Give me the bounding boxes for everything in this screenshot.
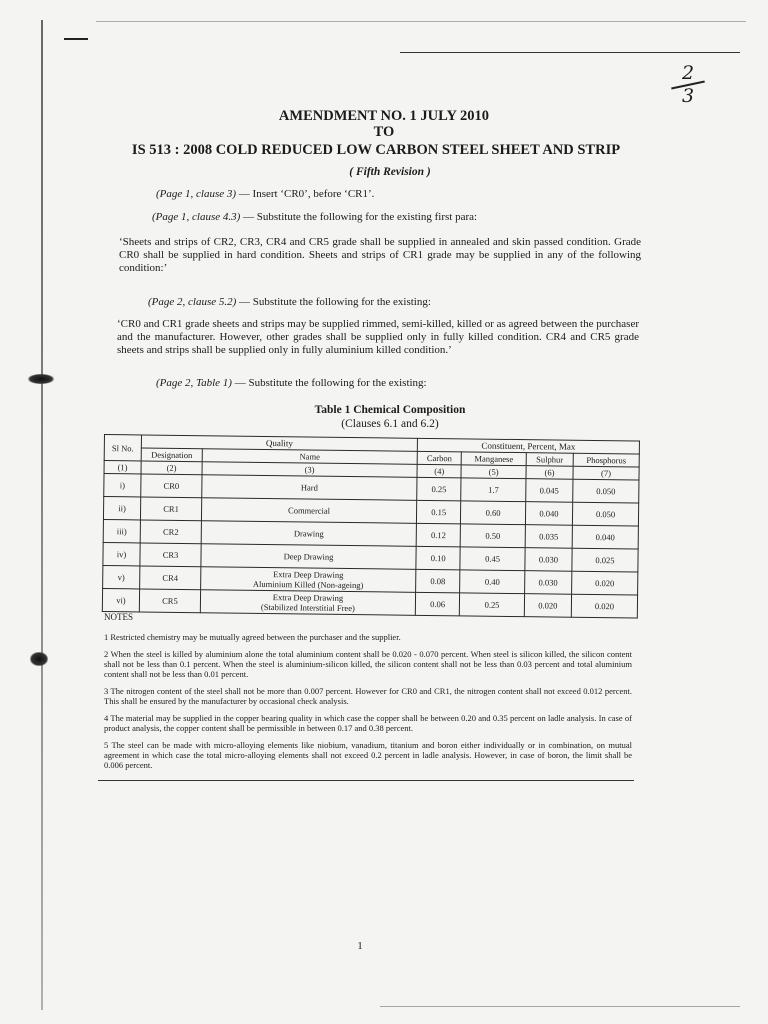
cell-designation: CR5	[139, 589, 200, 613]
clause-1	[156, 188, 636, 201]
col-number: (1)	[104, 461, 141, 474]
clause-3-ref: (Page 2, clause 5.2)	[148, 296, 237, 308]
cell-name-line: Aluminium Killed (Non-ageing)	[252, 578, 364, 591]
cell-manganese: 0.50	[460, 524, 525, 548]
cell-sl: iv)	[103, 542, 140, 565]
page-mark-numerator: 2	[681, 62, 695, 84]
cell-designation: CR3	[140, 543, 201, 567]
handwritten-page-mark	[668, 64, 708, 106]
note-item: 3 The nitrogen content of the steel shall not be more than 0.007 percent. However for CR0 and CR1, the nitrogen content shall not exceed 0.012 percent. This shall be ensured by the manufacturer by occasional check analysis.	[104, 686, 632, 706]
clause-1-ref: (Page 1, clause 3)	[156, 188, 237, 200]
cell-sl: iii)	[103, 519, 140, 542]
cell-name	[202, 475, 417, 501]
revision-label: ( Fifth Revision )	[349, 166, 431, 178]
cell-carbon: 0.10	[416, 546, 461, 570]
cell-carbon: 0.25	[417, 477, 462, 501]
cell-carbon: 0.12	[416, 523, 461, 547]
cell-sulphur: 0.020	[524, 594, 571, 618]
cell-sulphur: 0.035	[525, 525, 572, 549]
binder-hole-mark	[28, 374, 54, 384]
cell-phosphorus: 0.025	[572, 548, 638, 572]
clause-1-text: — Insert ‘CR0’, before ‘CR1’.	[236, 188, 375, 200]
col-number: (7)	[573, 466, 639, 480]
chemical-composition-table	[102, 434, 640, 619]
notes-section	[104, 612, 632, 777]
cell-name	[201, 521, 416, 547]
table-title: Table 1 Chemical Composition	[314, 404, 466, 416]
notes-end-rule	[98, 780, 634, 781]
scan-edge-line	[96, 21, 746, 22]
note-item: 1 Restricted chemistry may be mutually agreed between the purchaser and the supplier.	[104, 632, 401, 642]
header-constituent: Constituent, Percent, Max	[417, 438, 639, 454]
col-number: (3)	[202, 462, 417, 478]
cell-phosphorus: 0.040	[572, 525, 638, 549]
cell-phosphorus: 0.050	[573, 479, 639, 503]
col-number: (4)	[417, 464, 461, 478]
clause-2	[152, 211, 642, 224]
cell-sulphur: 0.045	[526, 479, 573, 503]
clause-3	[148, 296, 638, 309]
cell-sl: ii)	[103, 497, 140, 520]
cell-name-line: Deep Drawing	[283, 551, 334, 562]
page-number: 1	[357, 940, 363, 952]
header-rule	[400, 52, 740, 53]
clause-3-text: — Substitute the following for the existing:	[236, 296, 431, 308]
cell-sl: v)	[103, 565, 140, 588]
amendment-title: AMENDMENT NO. 1 JULY 2010	[278, 108, 490, 124]
cell-name	[201, 544, 416, 570]
cell-phosphorus: 0.020	[571, 594, 637, 618]
cell-name-line: Extra Deep Drawing	[272, 592, 344, 603]
clause-2-ref: (Page 1, clause 4.3)	[152, 211, 241, 223]
cell-sl: vi)	[102, 588, 139, 611]
cell-name-line: Hard	[300, 482, 318, 493]
page-mark-denominator: 3	[681, 85, 695, 107]
binder-hole-mark	[30, 652, 48, 666]
col-number: (5)	[461, 465, 526, 479]
cell-name-line: Commercial	[288, 505, 331, 516]
clause-4-ref: (Page 2, Table 1)	[156, 377, 232, 389]
col-number: (2)	[141, 461, 202, 475]
clause-2-body: ‘Sheets and strips of CR2, CR3, CR4 and CR5 grade shall be supplied in annealed and skin passed condition. Grade CR0 shall be supplied in hard condition. Sheets and strips of CR1 grade may be supplied in any of the following condition:’	[119, 236, 641, 274]
cell-manganese: 0.45	[460, 547, 525, 571]
cell-name	[201, 567, 416, 593]
cell-manganese: 0.25	[460, 593, 525, 617]
cell-phosphorus: 0.050	[572, 502, 638, 526]
header-quality: Quality	[141, 435, 417, 451]
footer-rule	[380, 1006, 740, 1007]
cell-designation: CR2	[140, 520, 201, 544]
clause-2-text: — Substitute the following for the existing first para:	[240, 211, 478, 223]
col-number: (6)	[526, 466, 573, 480]
cell-carbon: 0.06	[415, 592, 460, 616]
header-name: Name	[202, 449, 417, 465]
cell-sulphur: 0.030	[525, 548, 572, 572]
header-phosphorus: Phosphorus	[573, 453, 639, 467]
note-item: 5 The steel can be made with micro-alloying elements like niobium, vanadium, titanium and boron either individually or in combination, on mutual agreement in which case the total micro-alloying elements shall not exceed 0.2 percent in ladle analysis. However, in case of boron, the limit shall be 0.006 percent.	[104, 740, 632, 770]
clause-4-text: — Substitute the following for the existing:	[231, 377, 427, 389]
title-to: TO	[373, 124, 395, 140]
header-manganese: Manganese	[461, 452, 526, 466]
cell-carbon: 0.15	[416, 500, 461, 524]
clause-4	[156, 377, 636, 390]
cell-name-line: Extra Deep Drawing	[273, 569, 344, 580]
pen-mark	[64, 38, 88, 40]
cell-sulphur: 0.030	[524, 571, 571, 595]
cell-sl: i)	[104, 474, 141, 497]
note-item: 4 The material may be supplied in the copper bearing quality in which case the copper shall be between 0.20 and 0.35 percent on ladle analysis. In case of product analysis, the copper content shall be permissible in between 0.17 and 0.38 percent.	[104, 713, 632, 733]
cell-name-line: Drawing	[293, 528, 324, 539]
clause-3-body: ‘CR0 and CR1 grade sheets and strips may be supplied rimmed, semi-killed, killed or as agreed between the purchaser and the manufacturer. However, other grades shall be supplied only in fully killed condition. CR4 and CR5 grade sheets and strips shall be supplied only in fully aluminium killed condition.’	[117, 318, 639, 356]
cell-phosphorus: 0.020	[572, 571, 638, 595]
cell-manganese: 1.7	[461, 478, 526, 502]
standard-title: IS 513 : 2008 COLD REDUCED LOW CARBON STEEL SHEET AND STRIP	[131, 142, 621, 158]
cell-designation: CR0	[141, 474, 202, 498]
cell-designation: CR1	[140, 497, 201, 521]
cell-name-line: (Stabilized Interstitial Free)	[260, 601, 355, 614]
header-sl-no: Sl No.	[104, 435, 141, 461]
table-subtitle: (Clauses 6.1 and 6.2)	[341, 418, 439, 430]
cell-sulphur: 0.040	[525, 502, 572, 526]
note-item: 2 When the steel is killed by aluminium alone the total aluminium content shall be 0.020 - 0.070 percent. When steel is silicon killed, the silicon content shall not be less than 0.1 percent. When the steel is aluminium-silicon killed, the silicon content shall not be less than 0.03 percent and total aluminium content shall not be less than 0.01 percent.	[104, 649, 632, 679]
cell-manganese: 0.40	[460, 570, 525, 594]
header-carbon: Carbon	[417, 451, 461, 465]
cell-manganese: 0.60	[461, 501, 526, 525]
header-sulphur: Sulphur	[526, 453, 573, 467]
header-designation: Designation	[141, 448, 202, 462]
cell-carbon: 0.08	[416, 569, 461, 593]
cell-designation: CR4	[140, 566, 201, 590]
notes-heading: NOTES	[104, 612, 133, 622]
cell-name	[201, 498, 416, 524]
